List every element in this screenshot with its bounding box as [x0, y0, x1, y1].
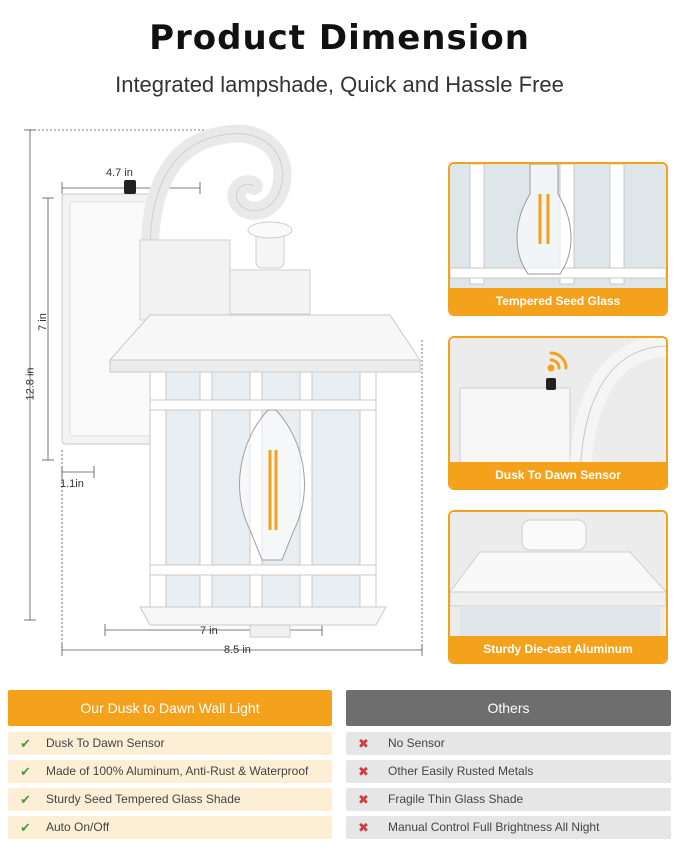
- ours-row-label: Dusk To Dawn Sensor: [46, 736, 165, 750]
- dimension-total-depth: 8.5 in: [224, 644, 251, 656]
- dimension-lantern-width: 7 in: [200, 625, 218, 637]
- others-row: [346, 816, 671, 839]
- ours-row-label: Sturdy Seed Tempered Glass Shade: [46, 792, 241, 806]
- check-icon: ✔: [20, 820, 31, 835]
- ours-column-header: Our Dusk to Dawn Wall Light: [8, 690, 332, 726]
- check-icon: ✔: [20, 736, 31, 751]
- others-row: [346, 732, 671, 755]
- feature-card-glass: [448, 162, 668, 316]
- page-title: Product Dimension: [149, 18, 530, 58]
- lamp-illustration: [0, 110, 440, 670]
- feature-card-sensor: [448, 336, 668, 490]
- others-row-label: Other Easily Rusted Metals: [388, 764, 534, 778]
- check-icon: ✔: [20, 792, 31, 807]
- others-row-label: Manual Control Full Brightness All Night: [388, 820, 600, 834]
- others-row: [346, 760, 671, 783]
- ours-row: [8, 732, 332, 755]
- dimension-backplate-height: 7 in: [36, 313, 49, 331]
- others-row: [346, 788, 671, 811]
- dimension-total-height: 12.8 in: [24, 367, 37, 401]
- dimension-depth: 1.1in: [60, 478, 84, 490]
- ours-row-label: Auto On/Off: [46, 820, 110, 834]
- cross-icon: ✖: [358, 764, 369, 779]
- cross-icon: ✖: [358, 820, 369, 835]
- others-row-label: Fragile Thin Glass Shade: [388, 792, 524, 806]
- dimension-backplate-width: 4.7 in: [106, 167, 133, 179]
- feature-label-aluminum: Sturdy Die-cast Aluminum: [450, 636, 666, 662]
- page-subtitle: Integrated lampshade, Quick and Hassle Free: [115, 72, 564, 97]
- ours-row: [8, 788, 332, 811]
- ours-row: [8, 760, 332, 783]
- feature-label-sensor: Dusk To Dawn Sensor: [450, 462, 666, 488]
- cross-icon: ✖: [358, 792, 369, 807]
- check-icon: ✔: [20, 764, 31, 779]
- others-column-header: Others: [346, 690, 671, 726]
- ours-row-label: Made of 100% Aluminum, Anti-Rust & Waterproof: [46, 764, 309, 778]
- cross-icon: ✖: [358, 736, 369, 751]
- ours-row: [8, 816, 332, 839]
- feature-card-aluminum: [448, 510, 668, 664]
- feature-label-glass: Tempered Seed Glass: [450, 288, 666, 314]
- others-row-label: No Sensor: [388, 736, 445, 750]
